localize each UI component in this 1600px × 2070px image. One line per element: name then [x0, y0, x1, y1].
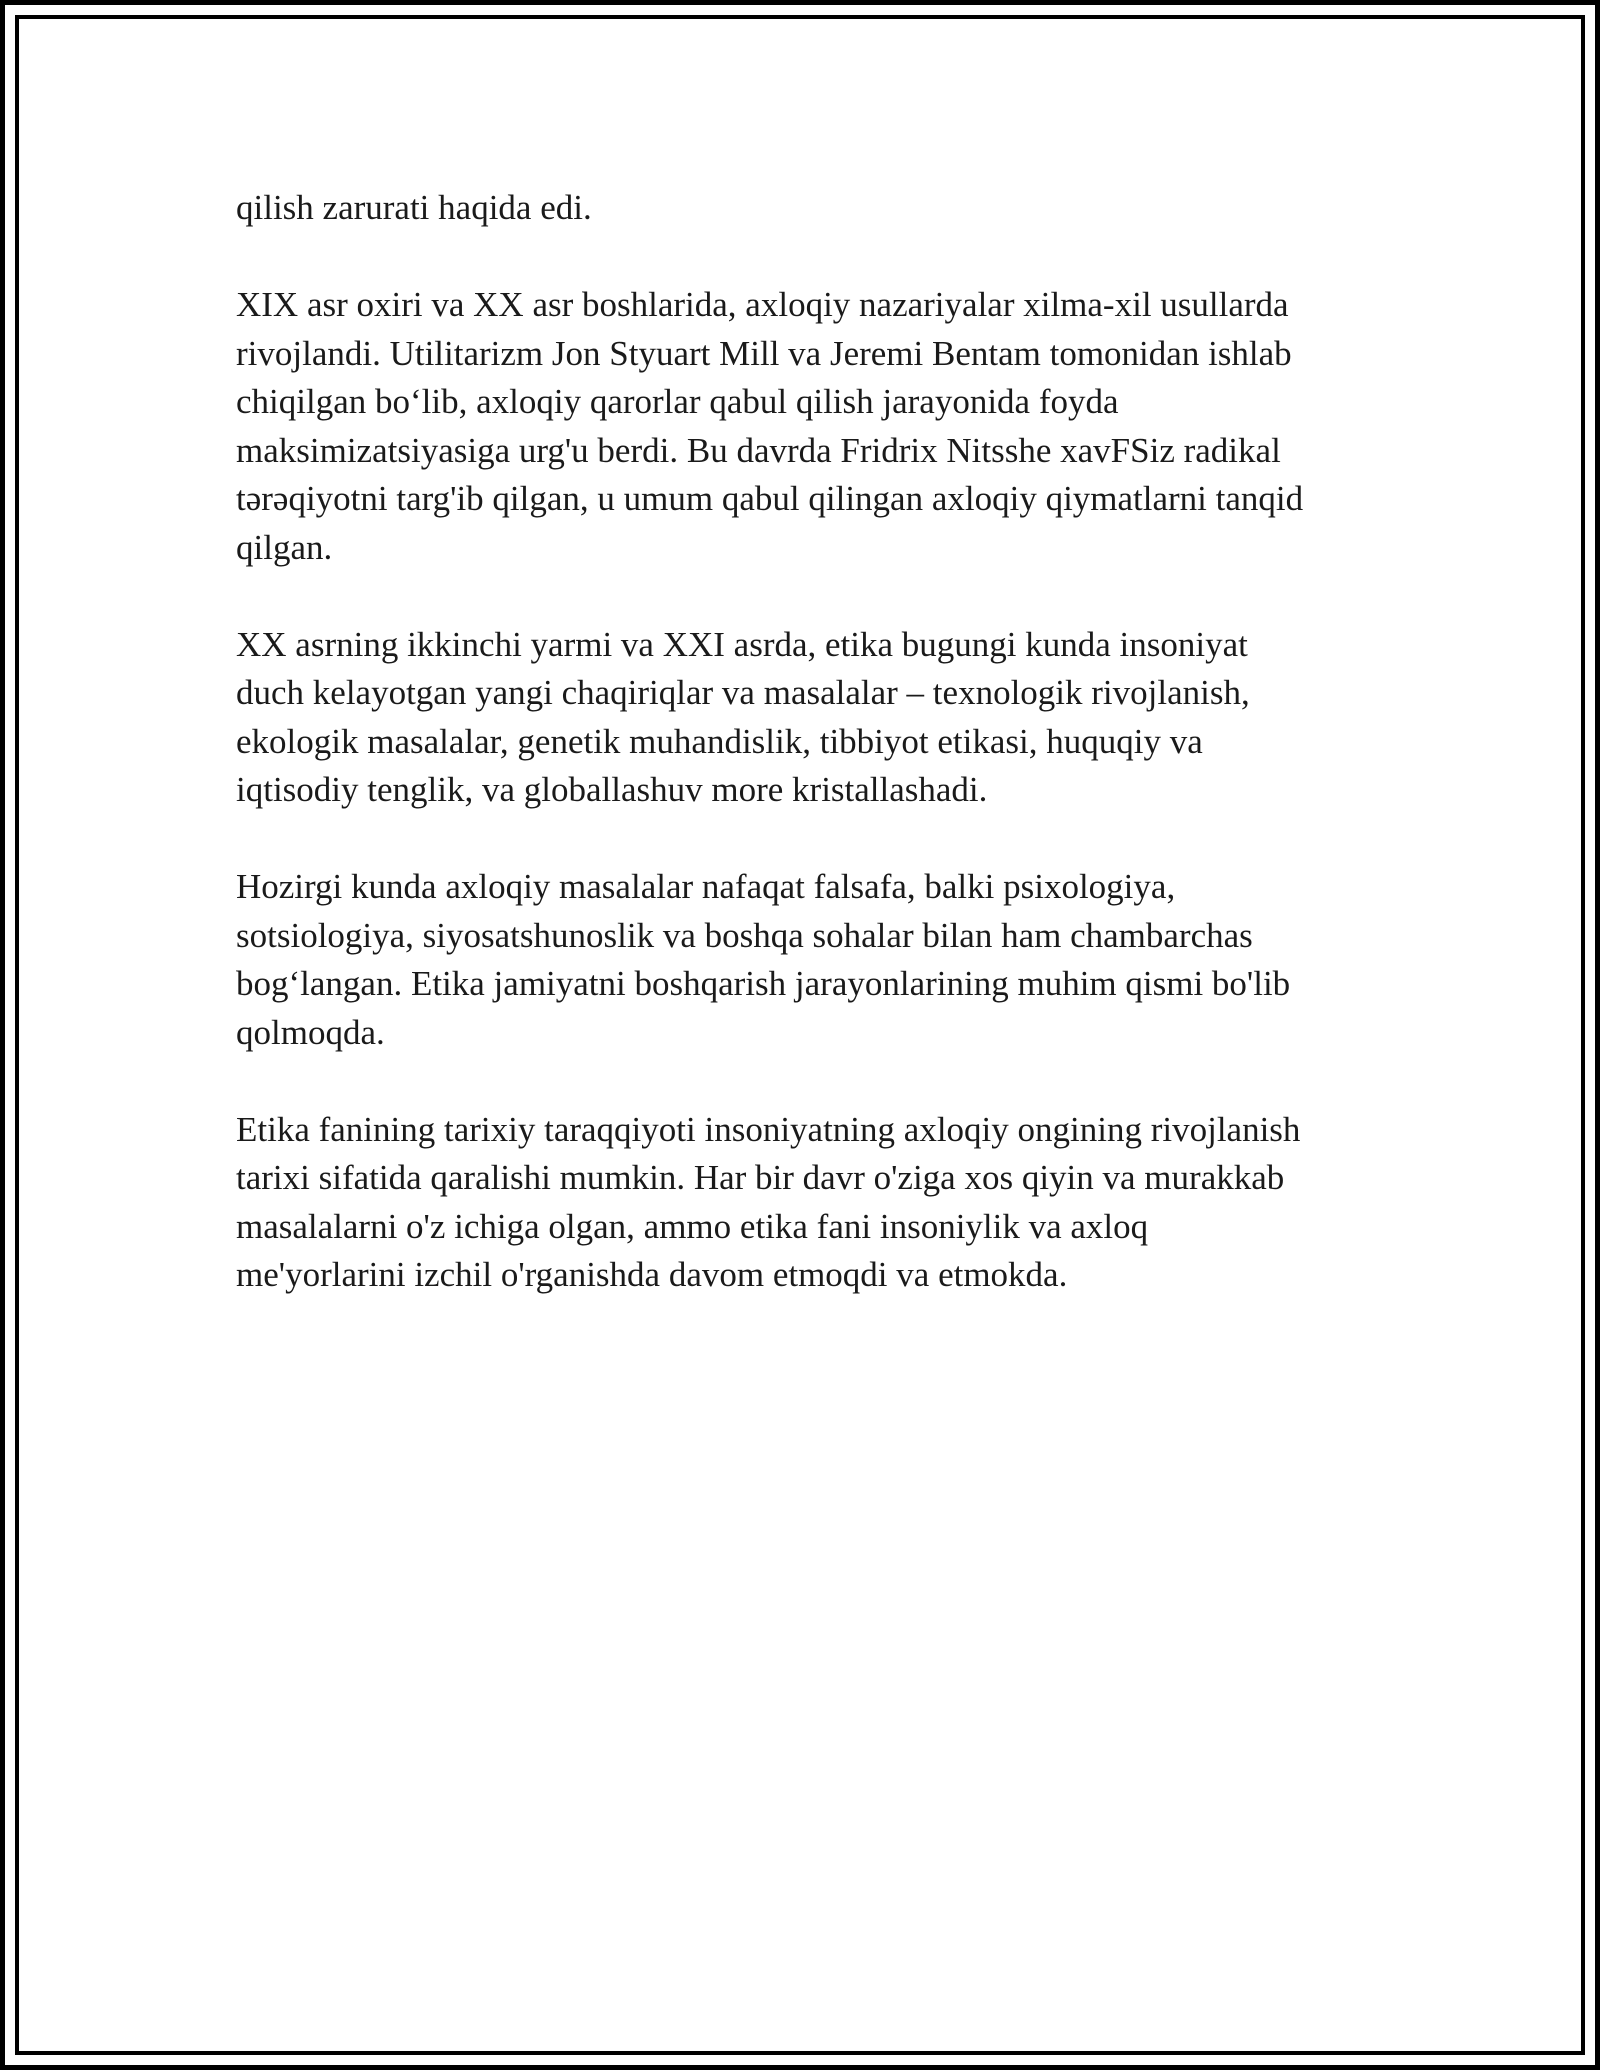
paragraph-present-day [236, 863, 1366, 1057]
paragraph-conclusion [236, 1106, 1366, 1300]
text-line: tərəqiyotni targ'ib qilgan, u umum qabul qilingan axloqiy qiymatlarni tanqid [236, 479, 1304, 518]
text-line: qilgan. [236, 527, 333, 567]
text-line: bog‘langan. Etika jamiyatni boshqarish jarayonlarining muhim qismi bo'lib [236, 964, 1291, 1003]
text-line: maksimizatsiyasiga urg'u berdi. Bu davrda Fridrix Nitsshe xavFSiz radikal [236, 430, 1281, 470]
text-line: masalalarni o'z ichiga olgan, ammo etika fani insoniylik va axloq [236, 1206, 1149, 1246]
text-line: XX asrning ikkinchi yarmi va XXI asrda, etika bugungi kunda insoniyat [236, 624, 1248, 664]
text-line: Etika fanining tarixiy taraqqiyoti insoniyatning axloqiy ongining rivojlanish [236, 1109, 1301, 1149]
text-line: tarixi sifatida qaralishi mumkin. Har bir davr o'ziga xos qiyin va murakkab [236, 1158, 1285, 1197]
text-line: me'yorlarini izchil o'rganishda davom etmoqdi va etmokda. [236, 1255, 1068, 1294]
text-line: qilish zarurati haqida edi. [236, 188, 592, 227]
text-line: qolmoqda. [236, 1012, 385, 1052]
text-line: duch kelayotgan yangi chaqiriqlar va masalalar – texnologik rivojlanish, [236, 673, 1250, 712]
paragraph-19th-20th-century [236, 281, 1366, 572]
text-line: iqtisodiy tenglik, va globallashuv more kristallashadi. [236, 770, 988, 809]
text-line: sotsiologiya, siyosatshunoslik va boshqa sohalar bilan ham chambarchas [236, 915, 1253, 955]
text-line: chiqilgan bo‘lib, axloqiy qarorlar qabul qilish jarayonida foyda [236, 382, 1119, 421]
text-line: XIX asr oxiri va XX asr boshlarida, axloqiy nazariyalar xilma-xil usullarda [236, 285, 1289, 324]
text-line: ekologik masalalar, genetik muhandislik, tibbiyot etikasi, huquqiy va [236, 721, 1203, 761]
paragraph-20th-21st-century [236, 621, 1366, 815]
text-line: rivojlandi. Utilitarizm Jon Styuart Mill va Jeremi Bentam tomonidan ishlab [236, 333, 1292, 373]
paragraph-continuation [236, 184, 1366, 233]
text-line: Hozirgi kunda axloqiy masalalar nafaqat falsafa, balki psixologiya, [236, 867, 1176, 906]
document-body [236, 184, 1366, 1348]
